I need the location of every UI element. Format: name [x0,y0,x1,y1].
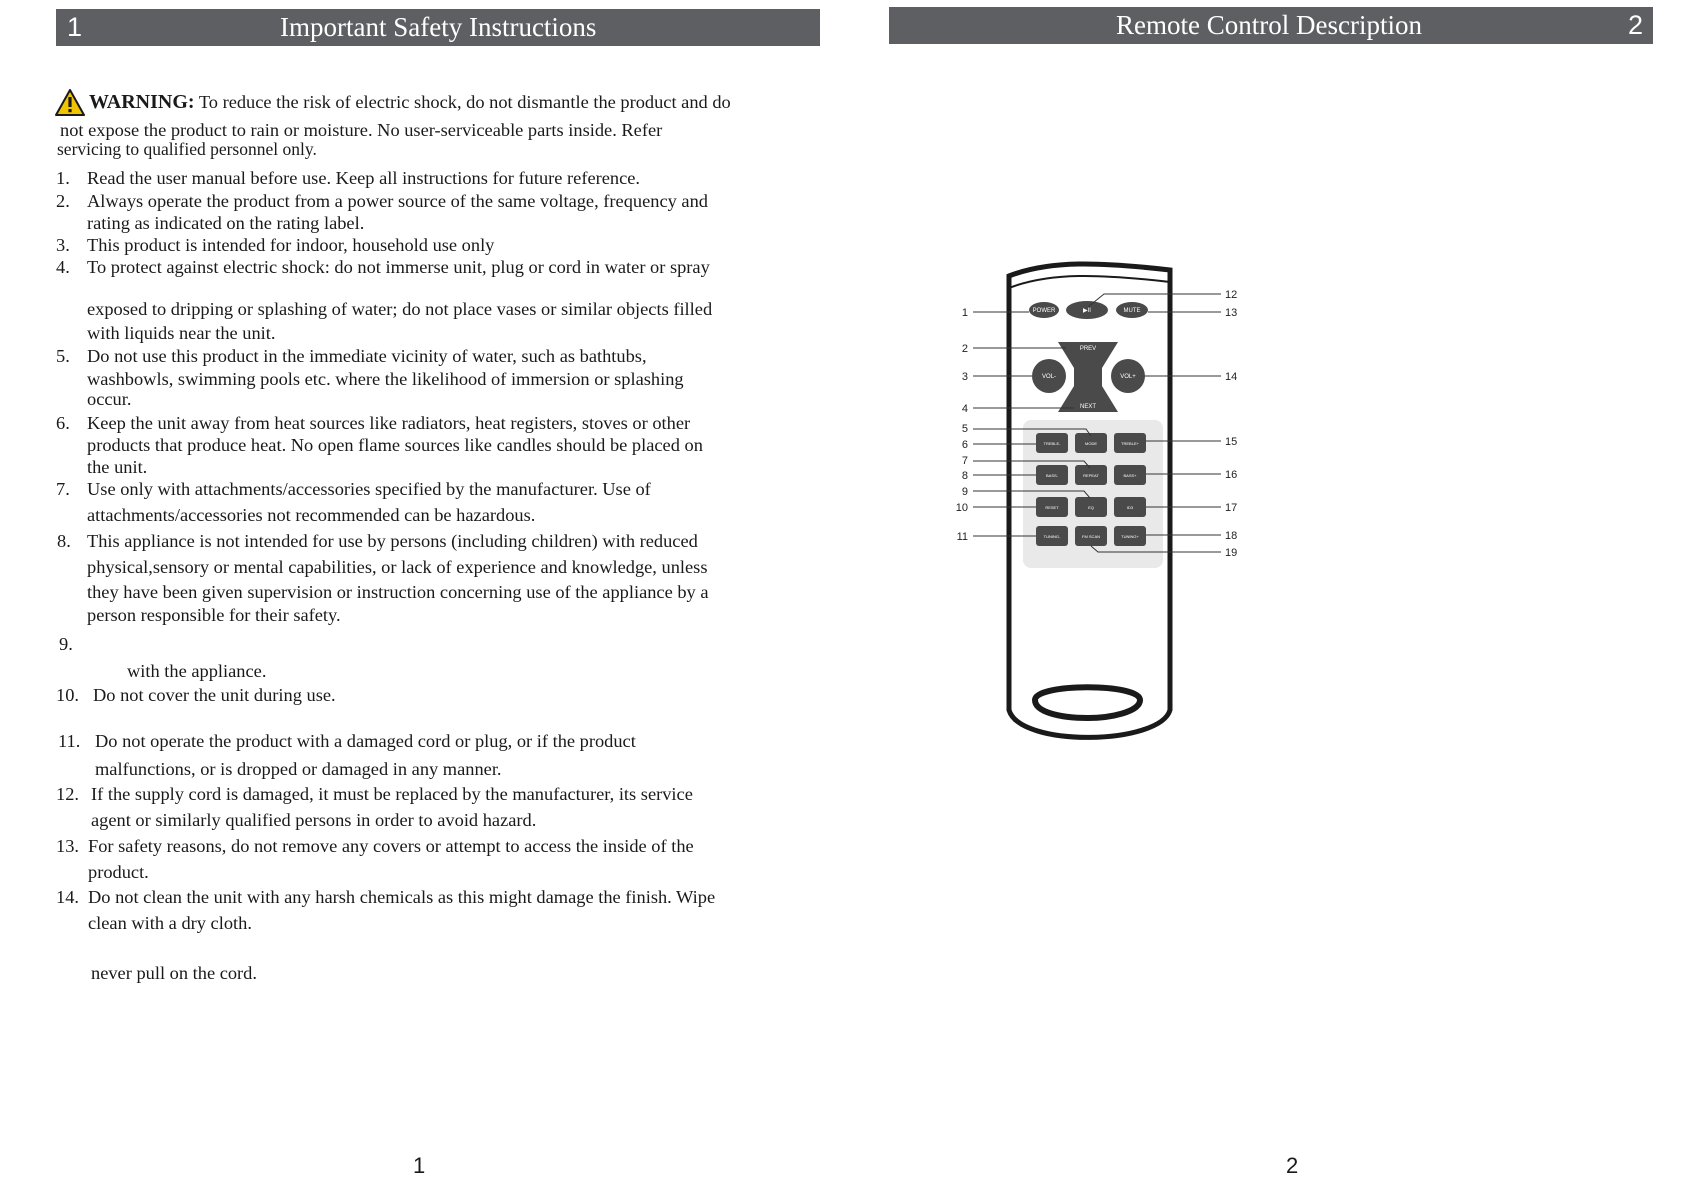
list-item-line: attachments/accessories not recommended can be hazardous. [87,505,536,525]
vol-plus-label: VOL+ [1120,374,1136,380]
button-row-4 [1036,526,1146,546]
callout-label-8: 8 [961,470,968,482]
callout-label-9: 9 [961,486,968,498]
list-item-line: Use only with attachments/accessories specified by the manufacturer. Use of [87,479,651,499]
callout-label-1: 1 [961,307,968,319]
item-number: 10. [56,685,79,705]
trailing-line: never pull on the cord. [91,963,257,983]
left-page-header [56,9,820,46]
page-number: 2 [1286,1153,1299,1178]
page-number: 1 [413,1153,426,1178]
remote-handle-slot [1035,687,1140,718]
power-button-label: POWER [1032,308,1056,314]
list-item-line: with liquids near the unit. [87,323,276,343]
id3-label: ID3 [1126,505,1134,510]
power-button [1029,302,1059,318]
list-item-line: To protect against electric shock: do not immerse unit, plug or cord in water or spray [87,257,710,277]
remote-control-diagram [840,0,1682,1190]
callout-label-18: 18 [1225,530,1238,542]
list-item-line: If the supply cord is damaged, it must be replaced by the manufacturer, its service [91,784,693,804]
list-item-line: person responsible for their safety. [87,605,341,625]
fm-scan-label: FM SCAN [1082,534,1100,539]
mute-button-label: MUTE [1123,308,1141,314]
callout-label-3: 3 [961,371,968,383]
callout-label-12: 12 [1225,289,1238,301]
list-item-line: they have been given supervision or instruction concerning use of the appliance by a [87,582,709,602]
button-row-2 [1036,465,1146,485]
button-row-3 [1036,497,1146,517]
list-item-line: products that produce heat. No open flame sources like candles should be placed on [87,435,703,455]
item-number: 14. [56,887,79,907]
callout-label-15: 15 [1225,436,1238,448]
item-number: 6. [56,413,70,433]
callout-label-4: 4 [961,403,968,415]
callout-label-7: 7 [961,455,968,467]
treble-minus-label: TREBLE- [1043,441,1061,446]
item-number: 7. [56,479,70,499]
callout-label-17: 17 [1225,502,1238,514]
list-item-line: Always operate the product from a power source of the same voltage, frequency and [87,191,708,211]
callout-label-10: 10 [955,502,968,514]
list-item-line: This product is intended for indoor, household use only [87,235,495,255]
item-number: 11. [58,731,81,751]
play-pause-button [1066,301,1108,319]
list-item-line: For safety reasons, do not remove any covers or attempt to access the inside of the [88,836,694,856]
warning-line-2: not expose the product to rain or moisture. No user-serviceable parts inside. Refer [60,120,663,140]
reset-label: RESET [1045,505,1059,510]
item-number: 3. [56,235,70,255]
header-title: Remote Control Description [1116,10,1422,40]
list-item-line: This appliance is not intended for use by persons (including children) with reduced [87,531,698,551]
callout-label-2: 2 [961,343,968,355]
mode-label: MODE [1085,441,1097,446]
eq-label: EQ [1088,505,1094,510]
callout-label-11: 11 [956,531,968,543]
callout-label-16: 16 [1225,469,1238,481]
callout-label-19: 19 [1225,547,1238,559]
list-item-line: Do not operate the product with a damaged cord or plug, or if the product [95,731,636,751]
item-number: 5. [56,346,70,366]
list-item-line: agent or similarly qualified persons in order to avoid hazard. [91,810,537,830]
list-item-line: occur. [87,389,132,409]
item-number: 4. [56,257,70,277]
list-item-line: rating as indicated on the rating label. [87,213,365,233]
item-number: 8. [57,531,71,551]
bass-plus-label: BASS+ [1123,473,1137,478]
mute-button [1116,302,1148,318]
warning-line-3: servicing to qualified personnel only. [57,139,317,159]
list-item-line: with the appliance. [127,661,267,681]
list-item-line: Do not use this product in the immediate vicinity of water, such as bathtubs, [87,346,647,366]
next-label: NEXT [1079,404,1097,410]
list-item-line: Read the user manual before use. Keep all instructions for future reference. [87,168,641,188]
item-number: 12. [56,784,79,804]
list-item-line: washbowls, swimming pools etc. where the likelihood of immersion or splashing [87,369,684,389]
tuning-plus-label: TUNING+ [1121,534,1139,539]
callout-label-13: 13 [1225,307,1238,319]
item-number: 2. [56,191,70,211]
callout-label-14: 14 [1225,371,1238,383]
warning-label: WARNING: [89,91,195,113]
list-item-line: the unit. [87,457,148,477]
warning-line-1 [89,92,731,114]
list-item-line: clean with a dry cloth. [88,913,252,933]
tuning-minus-label: TUNING- [1043,534,1061,539]
callout-label-5: 5 [961,423,968,435]
list-item-line: malfunctions, or is dropped or damaged in any manner. [95,759,502,779]
list-item-line: exposed to dripping or splashing of water; do not place vases or similar objects filled [87,299,713,319]
header-page-number: 2 [1627,10,1643,40]
treble-plus-label: TREBLE+ [1121,441,1139,446]
list-item-line: product. [88,862,149,882]
warning-triangle-icon [55,89,85,116]
vol-minus-label: VOL- [1041,374,1057,380]
list-item-line: Keep the unit away from heat sources like radiators, heat registers, stoves or other [87,413,691,433]
list-item-line: physical,sensory or mental capabilities, or lack of experience and knowledge, unless [87,557,708,577]
header-title: Important Safety Instructions [280,12,597,42]
item-number: 9. [59,634,73,654]
right-page [840,0,1682,1190]
warning-text-1: To reduce the risk of electric shock, do not dismantle the product and do [198,92,731,112]
list-item-line: Do not clean the unit with any harsh chemicals as this might damage the finish. Wipe [88,887,716,907]
item-number: 13. [56,836,79,856]
repeat-label: REPEAT [1083,473,1099,478]
left-page [0,0,840,1190]
list-item-line: Do not cover the unit during use. [93,685,336,705]
item-number: 1. [56,168,70,188]
play-pause-label: ▶II [1083,308,1091,314]
header-page-number: 1 [67,12,83,42]
prev-label: PREV [1079,346,1097,352]
bass-minus-label: BASS- [1045,473,1059,478]
callout-label-6: 6 [961,439,968,451]
